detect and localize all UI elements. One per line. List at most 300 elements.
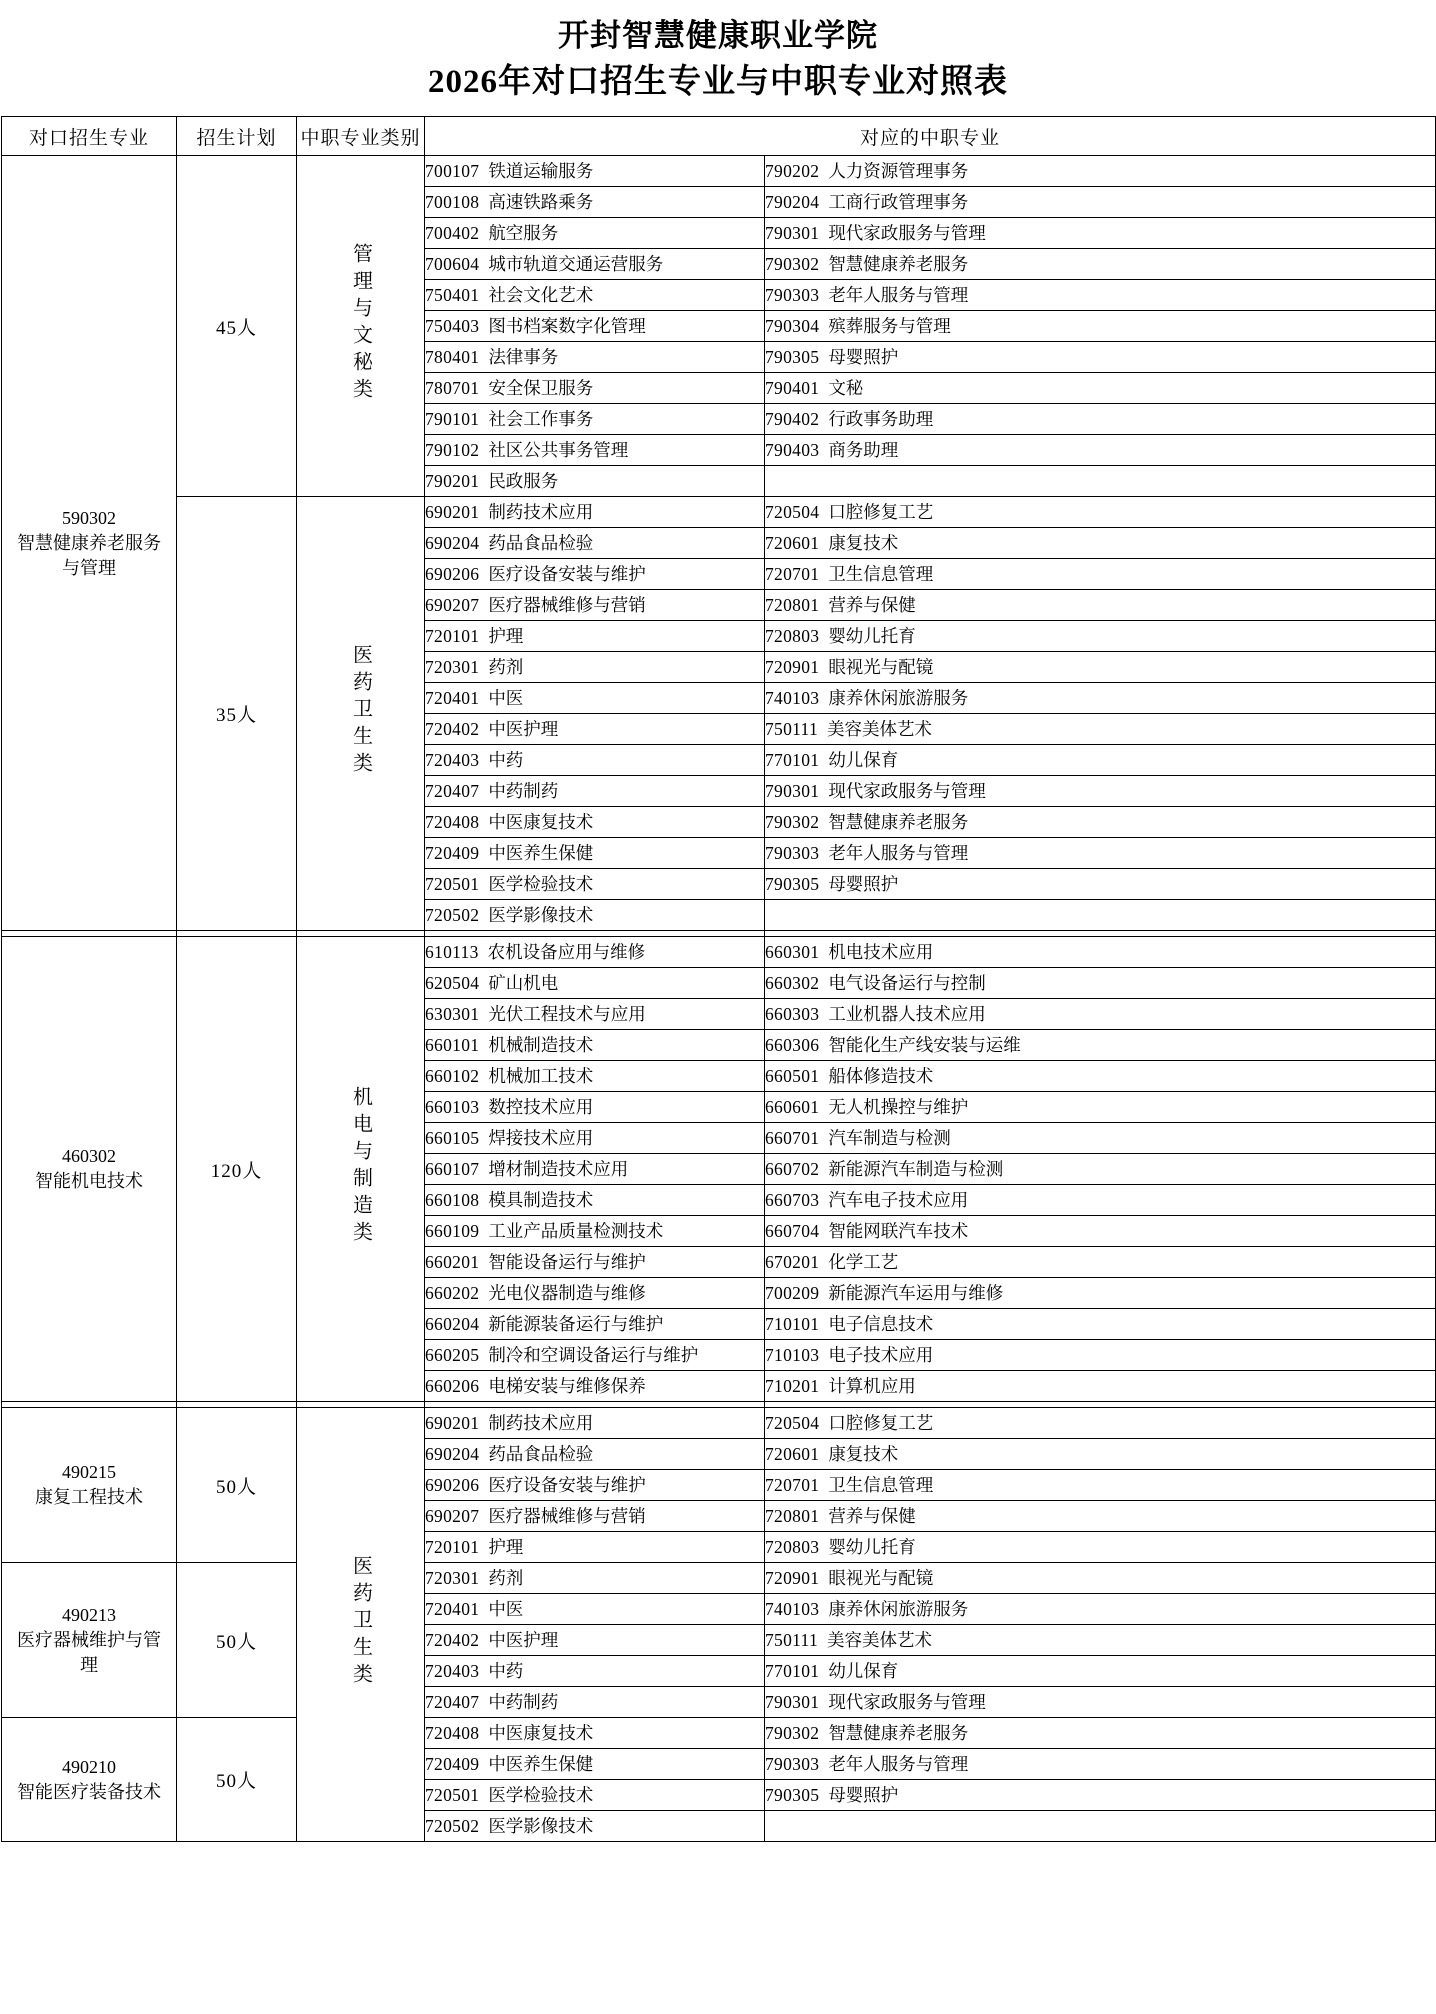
vocational-major-cell-right [765, 937, 1436, 968]
vocational-major-cell-right [765, 900, 1436, 931]
major-name: 现代家政服务与管理 [828, 223, 986, 243]
vocational-major-cell-right [765, 683, 1436, 714]
vocational-major-cell-left [425, 590, 765, 621]
vocational-major-cell-right [765, 1185, 1436, 1216]
major-code: 690204 [425, 533, 480, 553]
vocational-major-cell-left [425, 1470, 765, 1501]
major-name: 工业机器人技术应用 [828, 1004, 986, 1024]
major-name: 老年人服务与管理 [828, 285, 969, 305]
vocational-category-cell [297, 1408, 425, 1842]
major-program-line: 490215 [62, 1462, 116, 1482]
vocational-major-cell-left [425, 156, 765, 187]
major-name: 农机设备应用与维修 [487, 942, 646, 962]
major-code: 720301 [425, 657, 480, 677]
major-name: 眼视光与配镜 [828, 657, 934, 677]
major-name: 医疗设备安装与维护 [488, 564, 646, 584]
major-code: 720502 [425, 1816, 480, 1836]
vocational-major-cell-left [425, 1656, 765, 1687]
major-name: 焊接技术应用 [488, 1128, 594, 1148]
vocational-category-label: 机电与制造类 [349, 1085, 372, 1248]
major-name: 智慧健康养老服务 [828, 812, 969, 832]
major-code: 720701 [765, 1475, 820, 1495]
vocational-major-cell-left [425, 1154, 765, 1185]
major-code: 660201 [425, 1252, 480, 1272]
vocational-major-cell-left [425, 1371, 765, 1402]
vocational-major-cell-right [765, 621, 1436, 652]
major-name: 电梯安装与维修保养 [488, 1376, 646, 1396]
header-vocational-majors: 对应的中职专业 [425, 117, 1436, 156]
major-name: 医疗器械维修与营销 [488, 1506, 646, 1526]
page-title-line1: 开封智慧健康职业学院 [558, 18, 878, 53]
major-name: 婴幼儿托育 [828, 1537, 916, 1557]
vocational-major-cell-right [765, 1371, 1436, 1402]
vocational-category-label: 医药卫生类 [349, 643, 372, 779]
major-name: 中药制药 [488, 781, 559, 801]
vocational-major-cell-right [765, 869, 1436, 900]
major-program-line: 590302 [62, 507, 116, 528]
vocational-major-cell-left [425, 466, 765, 497]
major-name: 卫生信息管理 [828, 564, 934, 584]
major-name: 航空服务 [488, 223, 559, 243]
major-program-line: 医疗器械维护与管 [17, 1629, 161, 1650]
table-row [2, 1408, 1436, 1439]
vocational-major-cell-left [425, 1439, 765, 1470]
vocational-major-cell-left [425, 497, 765, 528]
major-code: 790401 [765, 378, 820, 398]
major-code: 700108 [425, 192, 480, 212]
vocational-major-cell-right [765, 559, 1436, 590]
major-code: 790102 [425, 440, 480, 460]
vocational-major-cell-left [425, 1780, 765, 1811]
vocational-major-cell-right [765, 1408, 1436, 1439]
enrollment-plan-cell: 50人 [177, 1408, 297, 1563]
enrollment-plan-cell: 35人 [177, 497, 297, 931]
vocational-major-cell-right [765, 373, 1436, 404]
major-code: 790302 [765, 1723, 820, 1743]
major-name: 美容美体艺术 [827, 1630, 933, 1650]
vocational-major-cell-right [765, 1309, 1436, 1340]
major-name: 新能源装备运行与维护 [488, 1314, 664, 1334]
major-code: 700107 [425, 161, 480, 181]
major-name: 眼视光与配镜 [828, 1568, 934, 1588]
vocational-major-cell-left [425, 1340, 765, 1371]
major-name: 模具制造技术 [488, 1190, 594, 1210]
vocational-major-cell-left [425, 404, 765, 435]
major-name: 增材制造技术应用 [488, 1159, 629, 1179]
major-name: 民政服务 [488, 471, 559, 491]
vocational-major-cell-left [425, 1092, 765, 1123]
major-code: 740103 [765, 688, 820, 708]
major-name: 中医康复技术 [488, 1723, 594, 1743]
vocational-major-cell-right [765, 1154, 1436, 1185]
major-name: 老年人服务与管理 [828, 843, 969, 863]
major-code: 750111 [765, 1630, 819, 1650]
major-code: 790301 [765, 781, 820, 801]
major-name: 现代家政服务与管理 [828, 781, 986, 801]
major-code: 660103 [425, 1097, 480, 1117]
vocational-major-cell-left [425, 838, 765, 869]
major-program-cell [2, 1718, 177, 1842]
vocational-major-cell-left [425, 1030, 765, 1061]
vocational-major-cell-right [765, 1749, 1436, 1780]
vocational-major-cell-right [765, 1247, 1436, 1278]
major-code: 770101 [765, 1661, 820, 1681]
vocational-major-cell-right [765, 714, 1436, 745]
major-name: 卫生信息管理 [828, 1475, 934, 1495]
major-code: 790305 [765, 874, 820, 894]
vocational-major-cell-right [765, 999, 1436, 1030]
major-name: 母婴照护 [828, 347, 899, 367]
major-name: 机电技术应用 [828, 942, 934, 962]
major-code: 750401 [425, 285, 480, 305]
major-name: 新能源汽车运用与维修 [828, 1283, 1004, 1303]
vocational-major-cell-left [425, 745, 765, 776]
major-name: 老年人服务与管理 [828, 1754, 969, 1774]
major-code: 690207 [425, 1506, 480, 1526]
major-code: 690201 [425, 1413, 480, 1433]
major-code: 710201 [765, 1376, 820, 1396]
major-name: 药品食品检验 [488, 1444, 594, 1464]
major-name: 母婴照护 [828, 1785, 899, 1805]
major-program-line: 与管理 [62, 557, 116, 578]
major-name: 汽车电子技术应用 [828, 1190, 969, 1210]
major-code: 720401 [425, 688, 480, 708]
major-code: 720101 [425, 626, 480, 646]
vocational-major-cell-right [765, 156, 1436, 187]
vocational-major-cell-right [765, 807, 1436, 838]
major-program-line: 490210 [62, 1756, 116, 1777]
major-code: 630301 [425, 1004, 480, 1024]
vocational-major-cell-right [765, 342, 1436, 373]
major-code: 610113 [425, 942, 479, 962]
vocational-major-cell-left [425, 776, 765, 807]
major-code: 750111 [765, 719, 819, 739]
vocational-major-cell-left [425, 435, 765, 466]
major-name: 图书档案数字化管理 [488, 316, 646, 336]
major-program-line: 理 [80, 1654, 98, 1675]
vocational-category-label: 管理与文秘类 [349, 242, 372, 405]
page-title-line2: 2026年对口招生专业与中职专业对照表 [428, 64, 1008, 100]
vocational-major-cell-right [765, 968, 1436, 999]
major-name: 工业产品质量检测技术 [488, 1221, 664, 1241]
major-code: 790302 [765, 812, 820, 832]
major-code: 790402 [765, 409, 820, 429]
vocational-major-cell-right [765, 1340, 1436, 1371]
major-code: 720408 [425, 1723, 480, 1743]
major-name: 电气设备运行与控制 [828, 973, 986, 993]
major-code: 660302 [765, 973, 820, 993]
major-name: 文秘 [828, 378, 864, 398]
major-name: 营养与保健 [828, 1506, 916, 1526]
major-code: 740103 [765, 1599, 820, 1619]
vocational-major-cell-right [765, 1718, 1436, 1749]
major-code: 720101 [425, 1537, 480, 1557]
major-name: 行政事务助理 [828, 409, 934, 429]
major-code: 660102 [425, 1066, 480, 1086]
major-code: 660205 [425, 1345, 480, 1365]
major-code: 660306 [765, 1035, 820, 1055]
major-code: 720701 [765, 564, 820, 584]
major-code: 780401 [425, 347, 480, 367]
major-name: 医学影像技术 [488, 1816, 594, 1836]
major-name: 美容美体艺术 [827, 719, 933, 739]
vocational-major-cell-right [765, 1656, 1436, 1687]
major-code: 660101 [425, 1035, 480, 1055]
table-row [2, 156, 1436, 187]
major-name: 智慧健康养老服务 [828, 254, 969, 274]
vocational-major-cell-right [765, 1278, 1436, 1309]
vocational-major-cell-right [765, 1501, 1436, 1532]
vocational-major-cell-left [425, 1687, 765, 1718]
vocational-major-cell-right [765, 776, 1436, 807]
major-name: 社会文化艺术 [488, 285, 594, 305]
major-program-cell [2, 937, 177, 1402]
vocational-major-cell-right [765, 1216, 1436, 1247]
vocational-major-cell-right [765, 1092, 1436, 1123]
major-name: 康复技术 [828, 1444, 899, 1464]
major-name: 殡葬服务与管理 [828, 316, 951, 336]
major-code: 660704 [765, 1221, 820, 1241]
major-name: 电子信息技术 [828, 1314, 934, 1334]
major-name: 智能设备运行与维护 [488, 1252, 646, 1272]
major-name: 中医养生保健 [488, 1754, 594, 1774]
title-block [0, 0, 1436, 116]
major-name: 制药技术应用 [488, 1413, 594, 1433]
major-code: 790301 [765, 1692, 820, 1712]
vocational-major-cell-left [425, 1501, 765, 1532]
major-code: 660701 [765, 1128, 820, 1148]
vocational-major-cell-left [425, 807, 765, 838]
major-name: 药剂 [488, 1568, 524, 1588]
major-name: 智慧健康养老服务 [828, 1723, 969, 1743]
major-code: 660301 [765, 942, 820, 962]
major-code: 720301 [425, 1568, 480, 1588]
vocational-major-cell-left [425, 280, 765, 311]
major-code: 720502 [425, 905, 480, 925]
vocational-major-cell-right [765, 404, 1436, 435]
vocational-major-cell-left [425, 1278, 765, 1309]
vocational-major-cell-left [425, 1718, 765, 1749]
major-code: 660109 [425, 1221, 480, 1241]
major-code: 790204 [765, 192, 820, 212]
major-code: 780701 [425, 378, 480, 398]
major-name: 康复技术 [828, 533, 899, 553]
major-code: 720407 [425, 781, 480, 801]
major-name: 化学工艺 [828, 1252, 899, 1272]
vocational-major-cell-right [765, 1439, 1436, 1470]
major-program-line: 智能医疗装备技术 [17, 1781, 161, 1802]
major-code: 790305 [765, 1785, 820, 1805]
vocational-major-cell-left [425, 1247, 765, 1278]
major-code: 790305 [765, 347, 820, 367]
major-code: 700402 [425, 223, 480, 243]
major-name: 护理 [488, 1537, 524, 1557]
vocational-major-cell-left [425, 528, 765, 559]
major-code: 720504 [765, 1413, 820, 1433]
header-major: 对口招生专业 [2, 117, 177, 156]
major-code: 750403 [425, 316, 480, 336]
major-code: 720801 [765, 1506, 820, 1526]
vocational-major-cell-right [765, 280, 1436, 311]
vocational-major-cell-right [765, 1061, 1436, 1092]
vocational-major-cell-left [425, 1749, 765, 1780]
major-code: 790101 [425, 409, 480, 429]
vocational-major-cell-right [765, 652, 1436, 683]
major-code: 720901 [765, 657, 820, 677]
major-code: 790301 [765, 223, 820, 243]
major-name: 中药 [488, 1661, 524, 1681]
major-name: 数控技术应用 [488, 1097, 594, 1117]
vocational-major-cell-left [425, 1408, 765, 1439]
major-name: 中医护理 [488, 1630, 559, 1650]
major-name: 计算机应用 [828, 1376, 916, 1396]
major-name: 安全保卫服务 [488, 378, 594, 398]
vocational-major-cell-right [765, 1123, 1436, 1154]
major-code: 790403 [765, 440, 820, 460]
major-code: 700209 [765, 1283, 820, 1303]
major-name: 智能网联汽车技术 [828, 1221, 969, 1241]
major-code: 720601 [765, 533, 820, 553]
vocational-category-cell [297, 497, 425, 931]
major-code: 710101 [765, 1314, 820, 1334]
enrollment-plan-cell: 120人 [177, 937, 297, 1402]
major-code: 790304 [765, 316, 820, 336]
enrollment-plan-cell: 50人 [177, 1718, 297, 1842]
vocational-major-cell-right [765, 497, 1436, 528]
major-code: 720403 [425, 1661, 480, 1681]
major-name: 城市轨道交通运营服务 [488, 254, 664, 274]
vocational-major-cell-right [765, 1563, 1436, 1594]
vocational-major-cell-right [765, 745, 1436, 776]
major-code: 660702 [765, 1159, 820, 1179]
major-name: 商务助理 [828, 440, 899, 460]
major-code: 720601 [765, 1444, 820, 1464]
vocational-major-cell-right [765, 1594, 1436, 1625]
major-name: 铁道运输服务 [488, 161, 594, 181]
major-code: 720402 [425, 1630, 480, 1650]
major-name: 光伏工程技术与应用 [488, 1004, 646, 1024]
vocational-category-label: 医药卫生类 [349, 1554, 372, 1690]
major-code: 700604 [425, 254, 480, 274]
vocational-major-cell-left [425, 1309, 765, 1340]
major-name: 工商行政管理事务 [828, 192, 969, 212]
vocational-major-cell-right [765, 590, 1436, 621]
vocational-major-cell-left [425, 683, 765, 714]
vocational-major-cell-left [425, 900, 765, 931]
major-name: 制药技术应用 [488, 502, 594, 522]
major-code: 720401 [425, 1599, 480, 1619]
major-code: 790201 [425, 471, 480, 491]
vocational-major-cell-left [425, 1625, 765, 1656]
major-program-line: 智慧健康养老服务 [17, 532, 161, 553]
major-code: 720803 [765, 626, 820, 646]
table-body [2, 156, 1436, 1842]
major-code: 660303 [765, 1004, 820, 1024]
major-name: 医疗设备安装与维护 [488, 1475, 646, 1495]
vocational-major-cell-right [765, 1030, 1436, 1061]
vocational-major-cell-left [425, 187, 765, 218]
vocational-major-cell-right [765, 435, 1436, 466]
major-code: 660206 [425, 1376, 480, 1396]
vocational-major-cell-right [765, 311, 1436, 342]
major-code: 720504 [765, 502, 820, 522]
vocational-major-cell-left [425, 559, 765, 590]
major-code: 660501 [765, 1066, 820, 1086]
major-name: 中医 [488, 1599, 524, 1619]
major-name: 中医康复技术 [488, 812, 594, 832]
major-name: 中医养生保健 [488, 843, 594, 863]
major-code: 790302 [765, 254, 820, 274]
vocational-major-cell-right [765, 1470, 1436, 1501]
major-code: 790303 [765, 843, 820, 863]
vocational-category-cell [297, 937, 425, 1402]
vocational-major-cell-right [765, 1780, 1436, 1811]
major-name: 中药 [488, 750, 524, 770]
major-name: 法律事务 [488, 347, 559, 367]
major-program-cell [2, 1563, 177, 1718]
major-name: 康养休闲旅游服务 [828, 688, 969, 708]
major-name: 幼儿保育 [828, 750, 899, 770]
major-name: 中药制药 [488, 1692, 559, 1712]
major-code: 720801 [765, 595, 820, 615]
vocational-major-cell-left [425, 1123, 765, 1154]
table-row [2, 497, 1436, 528]
major-name: 口腔修复工艺 [828, 1413, 934, 1433]
enrollment-plan-cell: 45人 [177, 156, 297, 497]
major-code: 770101 [765, 750, 820, 770]
major-name: 营养与保健 [828, 595, 916, 615]
major-code: 720408 [425, 812, 480, 832]
vocational-major-cell-right [765, 466, 1436, 497]
vocational-major-cell-left [425, 937, 765, 968]
major-name: 婴幼儿托育 [828, 626, 916, 646]
major-name: 制冷和空调设备运行与维护 [488, 1345, 699, 1365]
major-code: 720403 [425, 750, 480, 770]
major-code: 660107 [425, 1159, 480, 1179]
major-code: 790303 [765, 285, 820, 305]
major-code: 660105 [425, 1128, 480, 1148]
vocational-major-cell-left [425, 249, 765, 280]
major-code: 690206 [425, 564, 480, 584]
vocational-major-cell-right [765, 187, 1436, 218]
major-name: 矿山机电 [488, 973, 559, 993]
comparison-table [1, 116, 1436, 1842]
major-program-line: 智能机电技术 [35, 1171, 143, 1191]
major-name: 新能源汽车制造与检测 [828, 1159, 1004, 1179]
major-code: 720407 [425, 1692, 480, 1712]
major-code: 720901 [765, 1568, 820, 1588]
major-code: 720803 [765, 1537, 820, 1557]
major-program-line: 460302 [62, 1146, 116, 1166]
table-row [2, 1718, 1436, 1749]
major-name: 社区公共事务管理 [488, 440, 629, 460]
vocational-major-cell-right [765, 1811, 1436, 1842]
major-name: 汽车制造与检测 [828, 1128, 951, 1148]
major-program-cell [2, 1408, 177, 1563]
major-code: 660703 [765, 1190, 820, 1210]
vocational-major-cell-left [425, 621, 765, 652]
major-code: 670201 [765, 1252, 820, 1272]
major-code: 690207 [425, 595, 480, 615]
major-code: 620504 [425, 973, 480, 993]
major-name: 幼儿保育 [828, 1661, 899, 1681]
major-name: 智能化生产线安装与运维 [828, 1035, 1021, 1055]
major-name: 护理 [488, 626, 524, 646]
major-code: 690201 [425, 502, 480, 522]
vocational-major-cell-left [425, 652, 765, 683]
major-name: 中医护理 [488, 719, 559, 739]
vocational-major-cell-left [425, 342, 765, 373]
